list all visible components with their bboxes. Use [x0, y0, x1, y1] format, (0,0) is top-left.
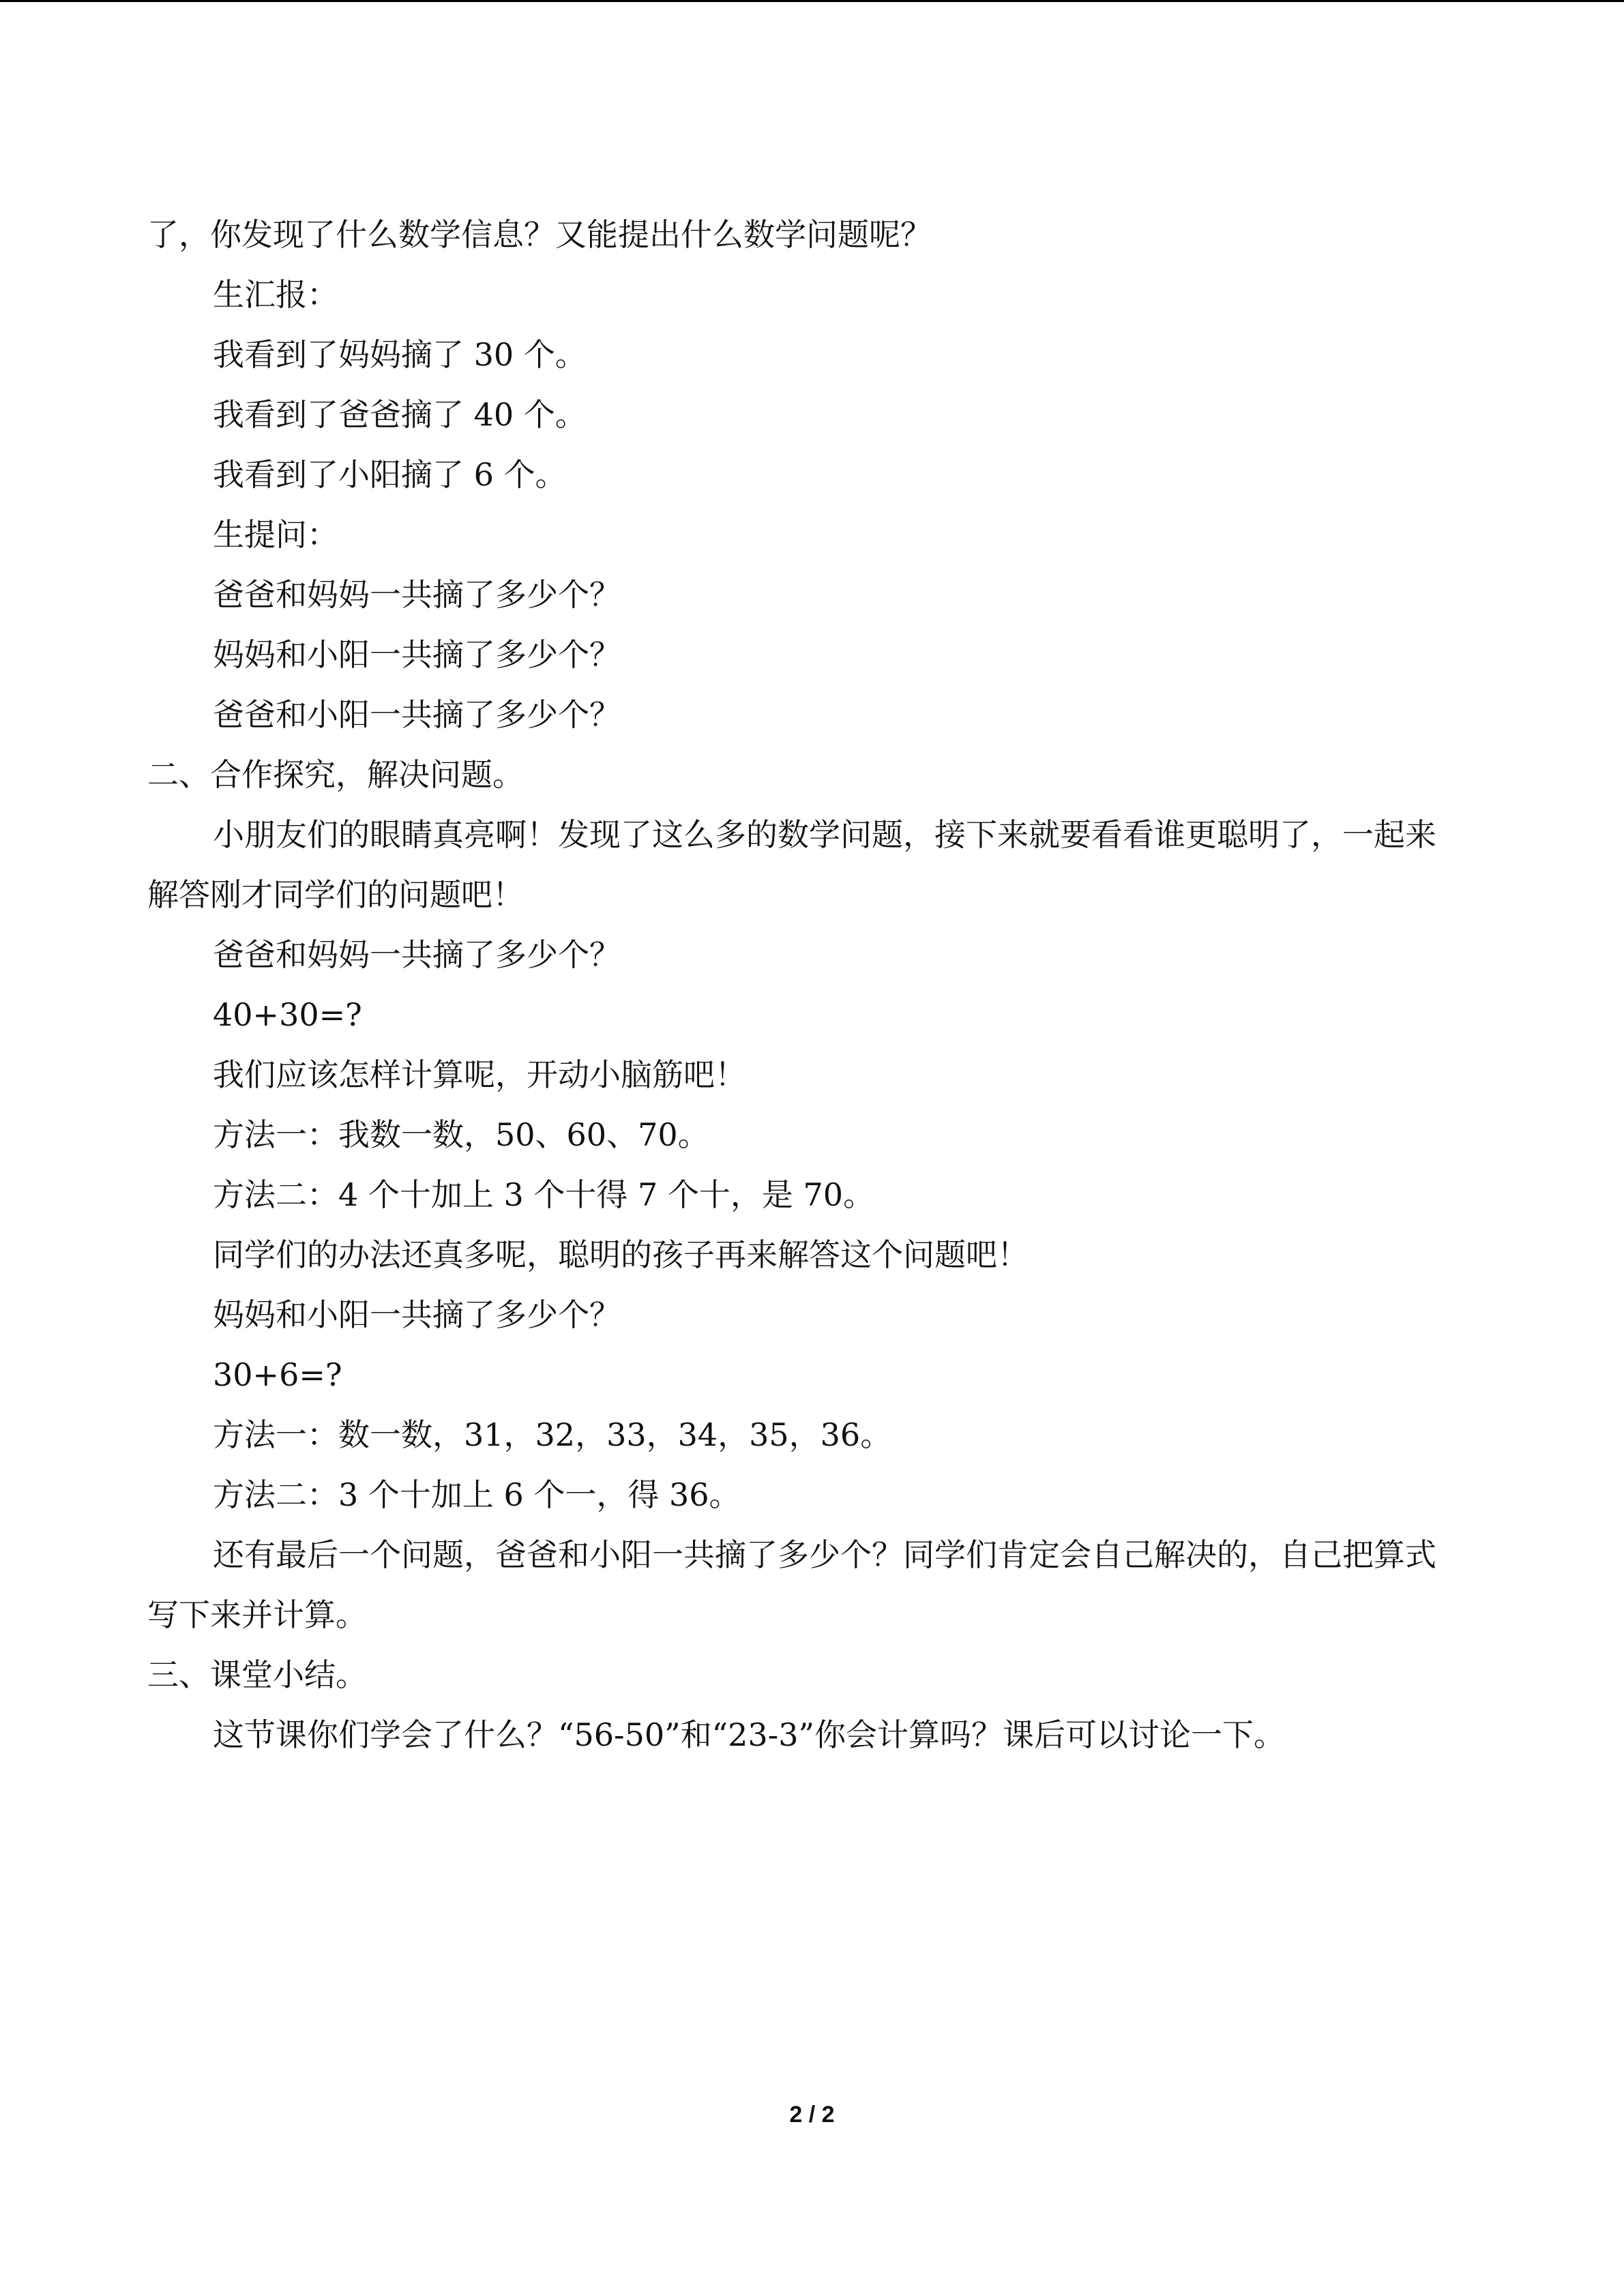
paragraph-report-dad: 我看到了爸爸摘了 40 个。 — [213, 396, 587, 433]
paragraph-summary: 这节课你们学会了什么？“56-50”和“23-3”你会计算吗？课后可以讨论一下。 — [213, 1716, 1286, 1753]
paragraph-method-2a: 方法二：4 个十加上 3 个十得 7 个十，是 70。 — [213, 1176, 875, 1213]
paragraph-report-mom: 我看到了妈妈摘了 30 个。 — [213, 336, 587, 373]
paragraph-intro-solve: 小朋友们的眼睛真亮啊！发现了这么多的数学问题，接下来就要看看谁更聪明了，一起来解答刚才同学们的问题吧！ — [147, 816, 1436, 913]
section-heading-2: 二、合作探究，解决问题。 — [147, 756, 524, 793]
paragraph-question-2-repeat: 妈妈和小阳一共摘了多少个？ — [213, 1296, 621, 1333]
paragraph-last-question: 还有最后一个问题，爸爸和小阳一共摘了多少个？同学们肯定会自己解决的，自己把算式写下来并计算。 — [147, 1536, 1436, 1633]
paragraph-question-1: 爸爸和妈妈一共摘了多少个？ — [213, 576, 621, 613]
paragraph-continuation: 了，你发现了什么数学信息？又能提出什么数学问题呢？ — [147, 216, 932, 253]
paragraph-equation-1: 40+30=? — [213, 996, 362, 1033]
paragraph-question-1-repeat: 爸爸和妈妈一共摘了多少个？ — [213, 936, 621, 973]
paragraph-method-1a: 方法一：我数一数，50、60、70。 — [213, 1116, 709, 1153]
paragraph-student-question-heading: 生提问： — [213, 516, 338, 553]
top-border — [0, 0, 1624, 2]
paragraph-student-report-heading: 生汇报： — [213, 276, 338, 313]
paragraph-question-3: 爸爸和小阳一共摘了多少个？ — [213, 696, 621, 733]
paragraph-method-2b: 方法二：3 个十加上 6 个一，得 36。 — [213, 1476, 741, 1513]
section-heading-3: 三、课堂小结。 — [147, 1656, 367, 1693]
page-number: 2 / 2 — [789, 2102, 835, 2128]
paragraph-prompt-calc: 我们应该怎样计算呢，开动小脑筋吧！ — [213, 1056, 746, 1093]
paragraph-question-2: 妈妈和小阳一共摘了多少个？ — [213, 636, 621, 673]
paragraph-equation-2: 30+6=? — [213, 1356, 342, 1393]
document-body — [147, 205, 1464, 1765]
paragraph-report-xiaoyang: 我看到了小阳摘了 6 个。 — [213, 456, 567, 493]
paragraph-praise: 同学们的办法还真多呢，聪明的孩子再来解答这个问题吧！ — [213, 1236, 1029, 1273]
paragraph-method-1b: 方法一：数一数，31，32，33，34，35，36。 — [213, 1416, 892, 1453]
